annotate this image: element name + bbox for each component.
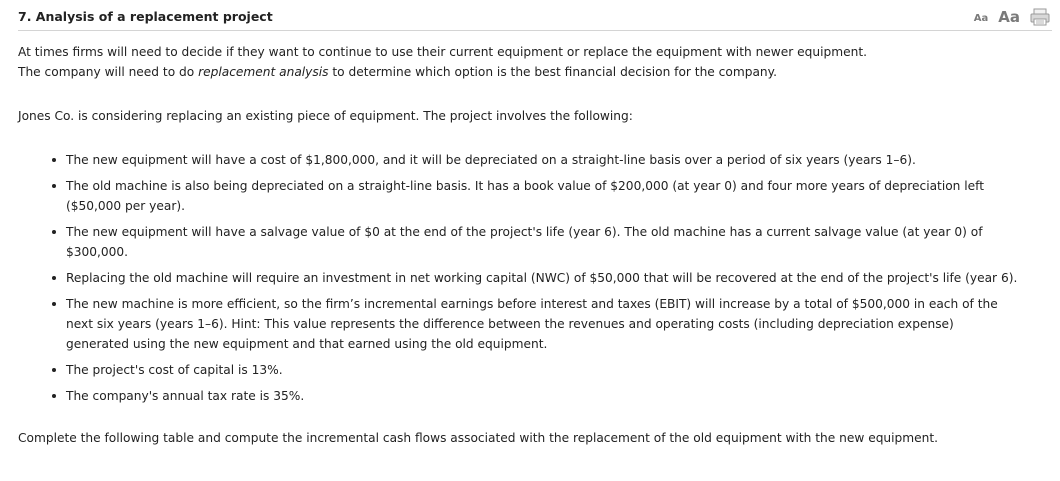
toolbar — [974, 6, 1050, 26]
question-title: 7. Analysis of a replacement project — [18, 9, 273, 24]
list-item-cost-of-capital: The project's cost of capital is 13%. — [18, 360, 1018, 380]
closing-instruction: Complete the following table and compute the incremental cash flows associated with the replacement of the old equipment with the new equipment. — [18, 431, 939, 445]
replacement-analysis-term: replacement analysis — [198, 65, 329, 79]
scenario-paragraph: Jones Co. is considering replacing an existing piece of equipment. The project involves the following: — [18, 109, 633, 123]
list-item-old-machine-depreciation: The old machine is also being depreciated on a straight-line basis. It has a book value of $200,000 (at year 0) and four more years of depreciation left ($50,000 per year). — [18, 176, 1018, 216]
list-item-tax-rate: The company's annual tax rate is 35%. — [18, 386, 1018, 406]
print-icon[interactable] — [1030, 8, 1050, 26]
list-item-incremental-ebit: The new machine is more efficient, so the firm’s incremental earnings before interest and taxes (EBIT) will increase by a total of $500,000 in each of the next six years (years 1–6). Hint: This value represents the difference between the revenues and operating costs (including depreciation expense) generated using the new equipment and that earned using the old equipment. — [18, 294, 1018, 354]
intro-line-2-start: The company will need to do — [18, 65, 199, 79]
question-header — [18, 0, 1052, 31]
intro-line-2-end: to determine which option is the best financial decision for the company. — [328, 65, 777, 79]
increase-font-button[interactable]: Aa — [998, 8, 1020, 26]
intro-line-1: At times firms will need to decide if they want to continue to use their current equipment or replace the equipment with newer equipment. — [18, 45, 867, 59]
question-body — [18, 42, 1018, 448]
decrease-font-button[interactable]: Aa — [973, 13, 989, 24]
list-item-new-equipment-cost: The new equipment will have a cost of $1,800,000, and it will be depreciated on a straight-line basis over a period of six years (years 1–6). — [18, 150, 1018, 170]
project-details-list — [18, 150, 1018, 406]
intro-paragraph — [18, 42, 1018, 82]
list-item-salvage-values: The new equipment will have a salvage value of $0 at the end of the project's life (year 6). The old machine has a current salvage value (at year 0) of $300,000. — [18, 222, 1018, 262]
list-item-nwc-investment: Replacing the old machine will require an investment in net working capital (NWC) of $50,000 that will be recovered at the end of the project's life (year 6). — [18, 268, 1018, 288]
